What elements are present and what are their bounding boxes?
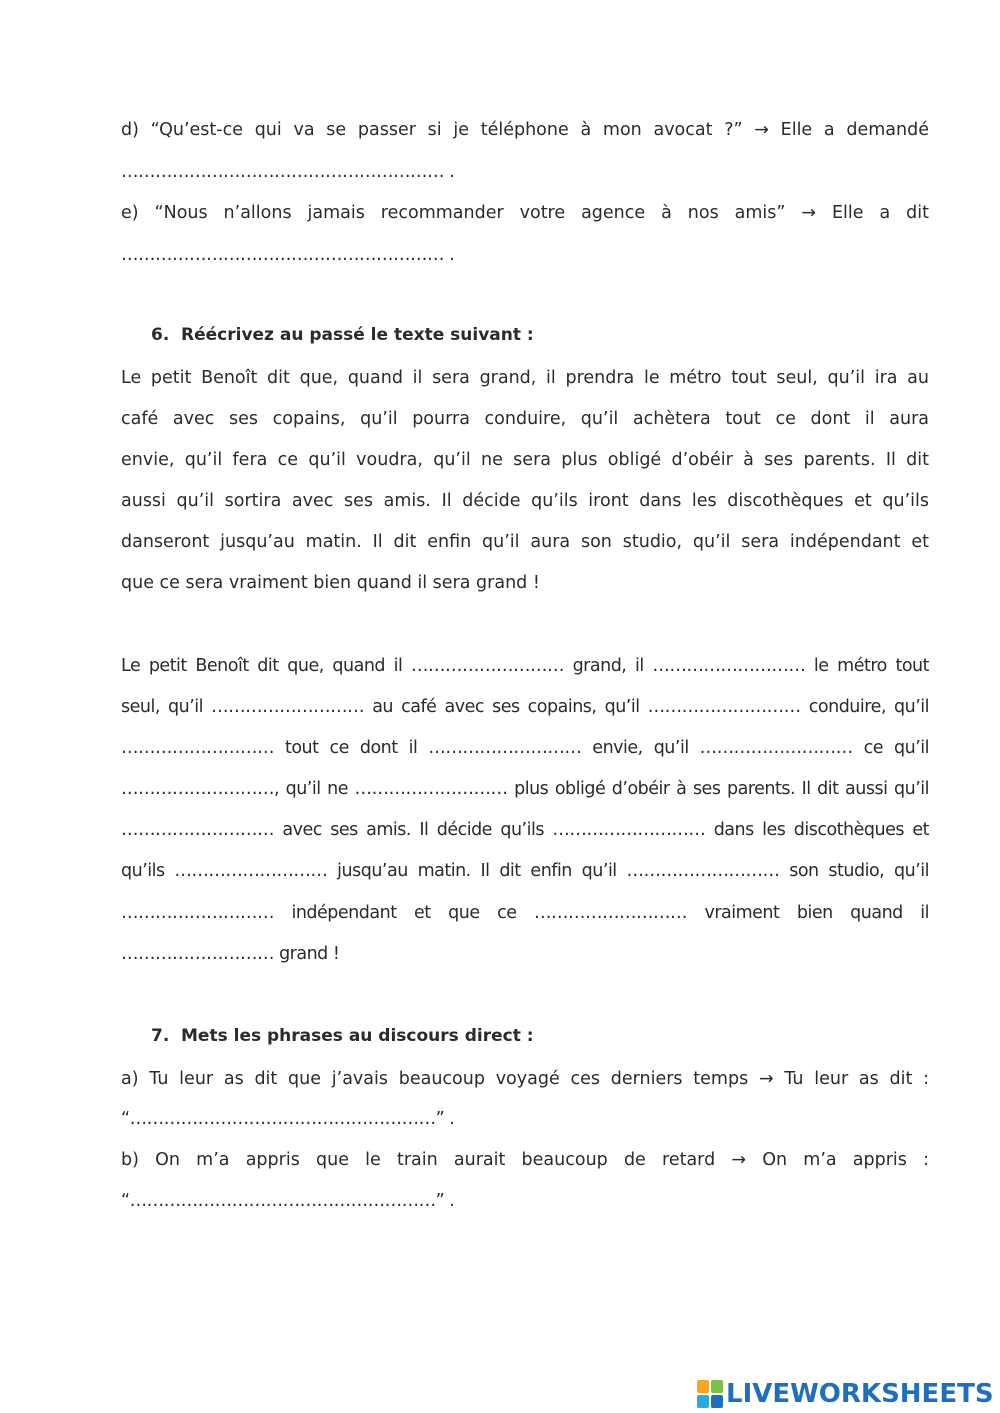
item-e-question: e) “Nous n’allons jamais recommander votre agence à nos amis” → Elle a dit	[121, 203, 929, 223]
item-d-answer-blank[interactable]: ………………………………………………… .	[121, 162, 455, 182]
liveworksheets-icon	[697, 1380, 723, 1408]
section-7-heading	[151, 1024, 534, 1048]
item-a-answer-blank[interactable]: “………………………………………………” .	[121, 1109, 455, 1129]
section-6-number: 6.	[151, 325, 170, 345]
liveworksheets-logo[interactable]	[697, 1378, 994, 1410]
text-line: café avec ses copains, qu’il pourra conduire, qu’il achètera tout ce dont il aura	[121, 409, 929, 429]
item-b-answer-blank[interactable]: “………………………………………………” .	[121, 1191, 455, 1211]
section-6-title: Réécrivez au passé le texte suivant :	[181, 325, 534, 345]
exercise-line[interactable]: seul, qu’il ……………………… au café avec ses copains, qu’il ……………………… conduire, qu’il	[121, 697, 929, 717]
text-line: que ce sera vraiment bien quand il sera grand !	[121, 573, 540, 593]
exercise-line[interactable]: ……………………… indépendant et que ce ……………………… vraiment bien quand il	[121, 903, 929, 923]
logo-square	[711, 1395, 723, 1408]
text-line: Le petit Benoît dit que, quand il sera grand, il prendra le métro tout seul, qu’il ira au	[121, 368, 929, 388]
text-line: envie, qu’il fera ce qu’il voudra, qu’il ne sera plus obligé d’obéir à ses parents. Il dit	[121, 450, 929, 470]
item-d-question: d) “Qu’est-ce qui va se passer si je téléphone à mon avocat ?” → Elle a demandé	[121, 120, 929, 140]
item-b-question: b) On m’a appris que le train aurait beaucoup de retard → On m’a appris :	[121, 1150, 929, 1170]
item-a-question: a) Tu leur as dit que j’avais beaucoup voyagé ces derniers temps → Tu leur as dit :	[121, 1069, 929, 1089]
text-line: danseront jusqu’au matin. Il dit enfin qu’il aura son studio, qu’il sera indépendant et	[121, 532, 929, 552]
section-6-heading	[151, 323, 534, 347]
exercise-line[interactable]: ……………………… avec ses amis. Il décide qu’ils ……………………… dans les discothèques et	[121, 820, 929, 840]
exercise-line[interactable]: Le petit Benoît dit que, quand il ……………………… grand, il ……………………… le métro tout	[121, 656, 929, 676]
section-7-title: Mets les phrases au discours direct :	[181, 1026, 534, 1046]
liveworksheets-wordmark: LIVEWORKSHEETS	[726, 1379, 994, 1409]
text-line: aussi qu’il sortira avec ses amis. Il décide qu’ils iront dans les discothèques et qu’ils	[121, 491, 929, 511]
item-e-answer-blank[interactable]: ………………………………………………… .	[121, 245, 455, 265]
logo-square	[711, 1380, 723, 1393]
exercise-line[interactable]: ……………………… grand !	[121, 944, 340, 964]
exercise-line[interactable]: ……………………… tout ce dont il ……………………… envie, qu’il ……………………… ce qu’il	[121, 738, 929, 758]
exercise-line[interactable]: qu’ils ……………………… jusqu’au matin. Il dit enfin qu’il ……………………… son studio, qu’il	[121, 861, 929, 881]
exercise-line[interactable]: ………………………, qu’il ne ……………………… plus obligé d’obéir à ses parents. Il dit aussi qu’il	[121, 779, 929, 799]
logo-square	[697, 1380, 709, 1393]
section-7-number: 7.	[151, 1026, 170, 1046]
logo-square	[697, 1395, 709, 1408]
